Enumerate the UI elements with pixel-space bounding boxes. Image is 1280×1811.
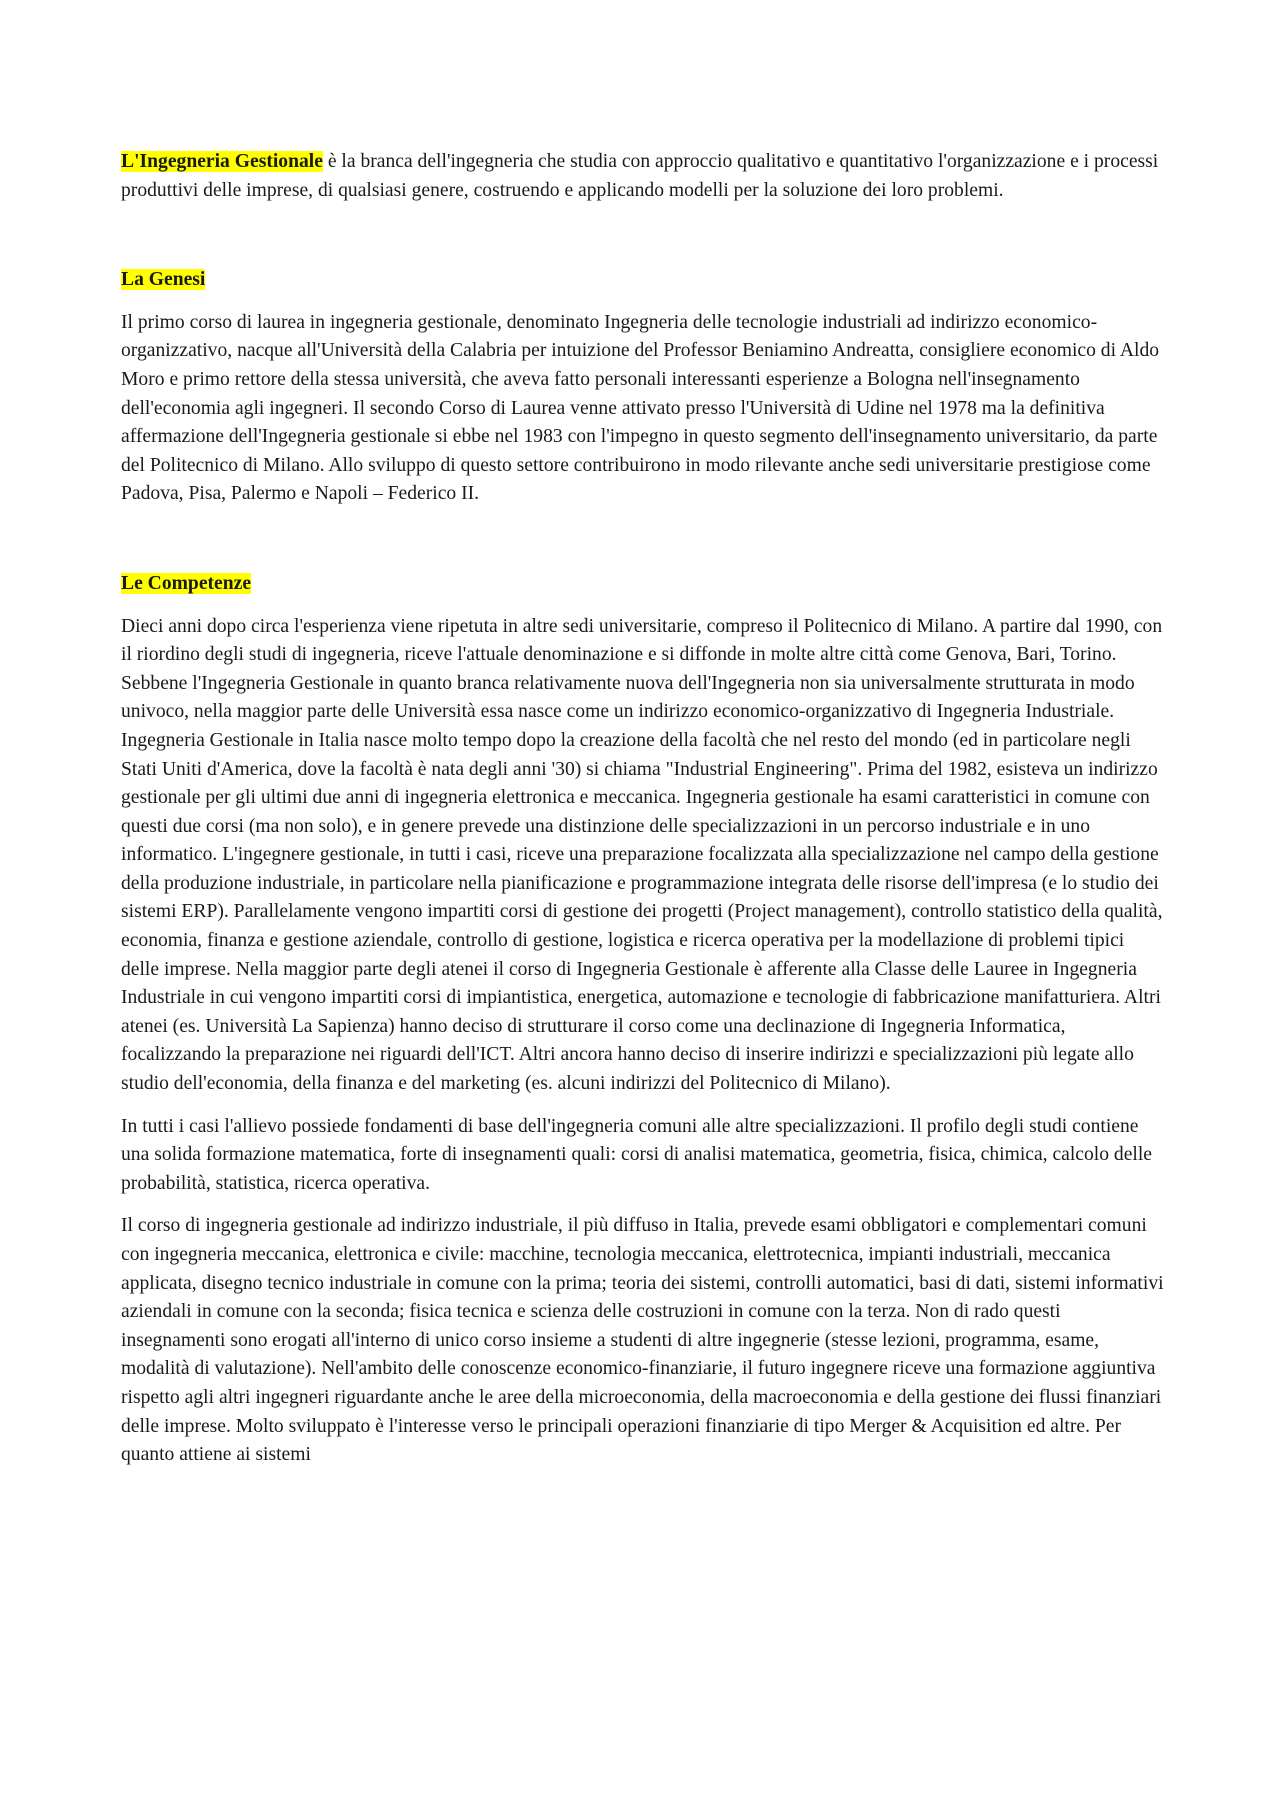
spacer (121, 523, 1166, 570)
intro-paragraph (121, 148, 1166, 205)
competenze-paragraph-3: Il corso di ingegneria gestionale ad indirizzo industriale, il più diffuso in Italia, prevede esami obbligatori e complementari comuni con ingegneria meccanica, elettronica e civile: macchine, tecnologia meccanica, elettrotecnica, impianti industriali, meccanica applicata, disegno tecnico industriale in comune con la prima; teoria dei sistemi, controlli automatici, basi di dati, sistemi informativi aziendali in comune con la seconda; fisica tecnica e scienza delle costruzioni in comune con la terza. Non di rado questi insegnamenti sono erogati all'interno di unico corso insieme a studenti di altre ingegnerie (stesse lezioni, programma, esame, modalità di valutazione). Nell'ambito delle conoscenze economico-finanziarie, il futuro ingegnere riceve una formazione aggiuntiva rispetto agli altri ingegneri riguardante anche le aree della microeconomia, della macroeconomia e della gestione dei flussi finanziari delle imprese. Molto sviluppato è l'interesse verso le principali operazioni finanziarie di tipo Merger & Acquisition ed altre. Per quanto attiene ai sistemi (121, 1215, 1164, 1466)
intro-term-highlight: L'Ingegneria Gestionale (121, 151, 323, 172)
competenze-paragraph-2: In tutti i casi l'allievo possiede fondamenti di base dell'ingegneria comuni alle altre specializzazioni. Il profilo degli studi contiene una solida formazione matematica, forte di insegnamenti quali: corsi di analisi matematica, geometria, fisica, chimica, calcolo delle probabilità, statistica, ricerca operativa. (121, 1115, 1152, 1194)
section-heading-genesi (121, 266, 1166, 295)
intro-text: è la branca dell'ingegneria che studia con approccio qualitativo e quantitativo l'organizzazione e i processi produttivi delle imprese, di qualsiasi genere, costruendo e applicando modelli per la soluzione dei loro problemi. (121, 151, 1159, 201)
heading-highlight: La Genesi (121, 269, 206, 291)
spacer (121, 219, 1166, 266)
section-heading-competenze (121, 570, 1166, 599)
heading-highlight: Le Competenze (121, 572, 252, 594)
competenze-paragraph-1: Dieci anni dopo circa l'esperienza viene ripetuta in altre sedi universitarie, compreso il Politecnico di Milano. A partire dal 1990, con il riordino degli studi di ingegneria, riceve l'attuale denominazione e si diffonde in molte altre città come Genova, Bari, Torino. Sebbene l'Ingegneria Gestionale in quanto branca relativamente nuova dell'Ingegneria non sia universalmente strutturata in modo univoco, nella maggior parte delle Università essa nasce come un indirizzo economico-organizzativo di Ingegneria Industriale. Ingegneria Gestionale in Italia nasce molto tempo dopo la creazione della facoltà che nel resto del mondo (ed in particolare negli Stati Uniti d'America, dove la facoltà è nata degli anni '30) si chiama "Industrial Engineering". Prima del 1982, esisteva un indirizzo gestionale per gli ultimi due anni di ingegneria elettronica e meccanica. Ingegneria gestionale ha esami caratteristici in comune con questi due corsi (ma non solo), e in genere prevede una distinzione delle specializzazioni in un percorso industriale e in uno informatico. L'ingegnere gestionale, in tutti i casi, riceve una preparazione focalizzata alla specializzazione nel campo della gestione della produzione industriale, in particolare nella pianificazione e programmazione integrata delle risorse dell'impresa (e lo studio dei sistemi ERP). Parallelamente vengono impartiti corsi di gestione dei progetti (Project management), controllo statistico della qualità, economia, finanza e gestione aziendale, controllo di gestione, logistica e ricerca operativa per la modellazione di problemi tipici delle imprese. Nella maggior parte degli atenei il corso di Ingegneria Gestionale è afferente alla Classe delle Lauree in Ingegneria Industriale in cui vengono impartiti corsi di impiantistica, energetica, automazione e tecnologie di fabbricazione manifatturiera. Altri atenei (es. Università La Sapienza) hanno deciso di strutturare il corso come una declinazione di Ingegneria Informatica, focalizzando la preparazione nei riguardi dell'ICT. Altri ancora hanno deciso di inserire indirizzi e specializzazioni più legate allo studio dell'economia, della finanza e del marketing (es. alcuni indirizzi del Politecnico di Milano). (121, 615, 1163, 1095)
genesi-paragraph-1: Il primo corso di laurea in ingegneria gestionale, denominato Ingegneria delle tecnologie industriali ad indirizzo economico-organizzativo, nacque all'Università della Calabria per intuizione del Professor Beniamino Andreatta, consigliere economico di Aldo Moro e primo rettore della stessa università, che aveva fatto personali interessanti esperienze a Bologna nell'insegnamento dell'economia agli ingegneri. Il secondo Corso di Laurea venne attivato presso l'Università di Udine nel 1978 ma la definitiva affermazione dell'Ingegneria gestionale si ebbe nel 1983 con l'impegno in questo segmento dell'insegnamento universitario, da parte del Politecnico di Milano. Allo sviluppo di questo settore contribuirono in modo rilevante anche sedi universitarie prestigiose come Padova, Pisa, Palermo e Napoli – Federico II. (121, 311, 1160, 505)
document-page (121, 148, 1166, 1484)
